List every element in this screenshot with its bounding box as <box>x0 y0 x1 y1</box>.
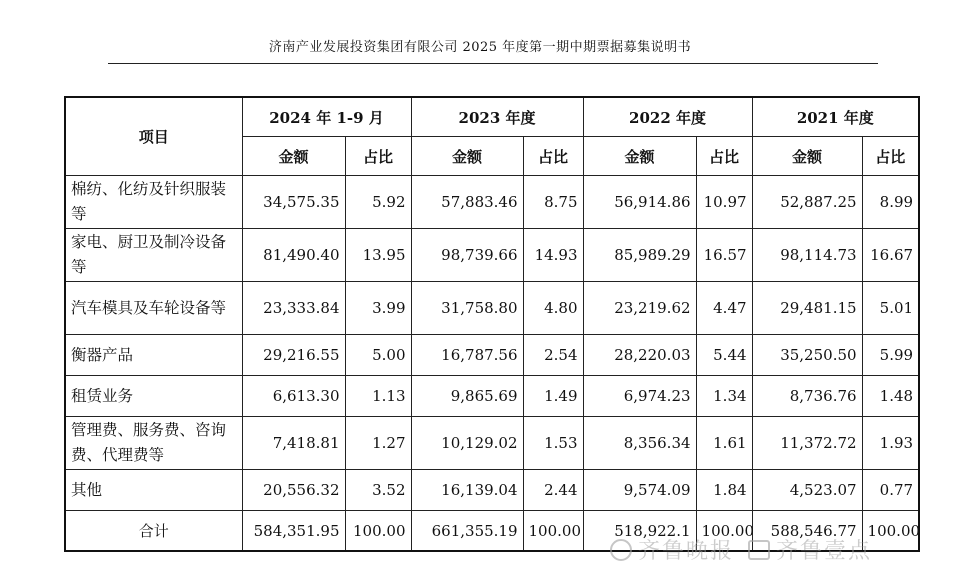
table-row <box>65 229 919 282</box>
ratio-cell: 1.84 <box>696 470 752 511</box>
period-header: 2023 年度 <box>411 97 583 137</box>
amount-cell: 6,974.23 <box>583 376 696 417</box>
amount-cell: 31,758.80 <box>411 282 523 335</box>
ratio-cell: 2.44 <box>523 470 583 511</box>
total-amount-cell: 661,355.19 <box>411 511 523 552</box>
amount-header: 金额 <box>752 137 862 176</box>
amount-cell: 29,216.55 <box>242 335 345 376</box>
amount-cell: 34,575.35 <box>242 176 345 229</box>
row-category: 其他 <box>65 470 242 511</box>
amount-cell: 98,739.66 <box>411 229 523 282</box>
amount-cell: 52,887.25 <box>752 176 862 229</box>
ratio-header: 占比 <box>523 137 583 176</box>
ratio-header: 占比 <box>696 137 752 176</box>
ratio-cell: 0.77 <box>862 470 919 511</box>
ratio-cell: 5.44 <box>696 335 752 376</box>
ratio-cell: 13.95 <box>345 229 411 282</box>
ratio-cell: 1.49 <box>523 376 583 417</box>
total-ratio-cell: 100.00 <box>345 511 411 552</box>
ratio-cell: 2.54 <box>523 335 583 376</box>
watermark-text-2: 齐鲁壹点 <box>776 539 873 564</box>
amount-cell: 28,220.03 <box>583 335 696 376</box>
amount-cell: 6,613.30 <box>242 376 345 417</box>
amount-cell: 10,129.02 <box>411 417 523 470</box>
amount-header: 金额 <box>242 137 345 176</box>
watermark <box>610 534 872 565</box>
ratio-cell: 3.99 <box>345 282 411 335</box>
total-amount-cell: 584,351.95 <box>242 511 345 552</box>
amount-cell: 85,989.29 <box>583 229 696 282</box>
ratio-cell: 4.80 <box>523 282 583 335</box>
row-category: 租赁业务 <box>65 376 242 417</box>
amount-cell: 57,883.46 <box>411 176 523 229</box>
period-header: 2022 年度 <box>583 97 752 137</box>
table-row <box>65 417 919 470</box>
amount-cell: 11,372.72 <box>752 417 862 470</box>
table-row <box>65 282 919 335</box>
amount-cell: 9,865.69 <box>411 376 523 417</box>
amount-cell: 56,914.86 <box>583 176 696 229</box>
ratio-cell: 1.93 <box>862 417 919 470</box>
ratio-header: 占比 <box>345 137 411 176</box>
amount-cell: 7,418.81 <box>242 417 345 470</box>
row-category: 家电、厨卫及制冷设备等 <box>65 229 242 282</box>
table-row <box>65 376 919 417</box>
watermark-text-1: 齐鲁晚报 <box>638 539 735 564</box>
ratio-cell: 16.57 <box>696 229 752 282</box>
ratio-cell: 4.47 <box>696 282 752 335</box>
amount-cell: 8,356.34 <box>583 417 696 470</box>
total-amount-cell: 518,922.1 <box>583 511 696 552</box>
revenue-table <box>64 96 920 552</box>
total-amount-cell: 588,546.77 <box>752 511 862 552</box>
ratio-cell: 1.48 <box>862 376 919 417</box>
row-category: 管理费、服务费、咨询费、代理费等 <box>65 417 242 470</box>
ratio-cell: 1.61 <box>696 417 752 470</box>
ratio-cell: 1.13 <box>345 376 411 417</box>
ratio-cell: 8.75 <box>523 176 583 229</box>
ratio-cell: 5.00 <box>345 335 411 376</box>
amount-cell: 20,556.32 <box>242 470 345 511</box>
item-header: 项目 <box>65 97 242 176</box>
document-header: 济南产业发展投资集团有限公司 2025 年度第一期中期票据募集说明书 <box>268 40 692 55</box>
row-category: 衡器产品 <box>65 335 242 376</box>
total-label: 合计 <box>65 511 242 552</box>
watermark-app-icon <box>748 540 770 560</box>
ratio-cell: 5.92 <box>345 176 411 229</box>
row-category: 汽车模具及车轮设备等 <box>65 282 242 335</box>
period-header: 2024 年 1-9 月 <box>242 97 411 137</box>
table-row <box>65 470 919 511</box>
table-row <box>65 176 919 229</box>
amount-cell: 8,736.76 <box>752 376 862 417</box>
amount-cell: 23,219.62 <box>583 282 696 335</box>
watermark-logo-icon <box>610 539 632 561</box>
amount-cell: 16,139.04 <box>411 470 523 511</box>
ratio-cell: 3.52 <box>345 470 411 511</box>
ratio-cell: 1.53 <box>523 417 583 470</box>
ratio-cell: 10.97 <box>696 176 752 229</box>
ratio-cell: 8.99 <box>862 176 919 229</box>
period-header: 2021 年度 <box>752 97 919 137</box>
table-body <box>65 176 919 511</box>
table-row <box>65 335 919 376</box>
ratio-cell: 5.99 <box>862 335 919 376</box>
header-row-periods <box>65 97 919 137</box>
total-ratio-cell: 100.00 <box>523 511 583 552</box>
amount-cell: 29,481.15 <box>752 282 862 335</box>
ratio-cell: 14.93 <box>523 229 583 282</box>
amount-cell: 9,574.09 <box>583 470 696 511</box>
ratio-cell: 5.01 <box>862 282 919 335</box>
total-ratio-cell: 100.00 <box>862 511 919 552</box>
total-ratio-cell: 100.00 <box>696 511 752 552</box>
row-category: 棉纺、化纺及针织服装等 <box>65 176 242 229</box>
amount-cell: 98,114.73 <box>752 229 862 282</box>
ratio-cell: 16.67 <box>862 229 919 282</box>
ratio-cell: 1.34 <box>696 376 752 417</box>
amount-cell: 81,490.40 <box>242 229 345 282</box>
header-rule <box>108 63 878 64</box>
amount-cell: 35,250.50 <box>752 335 862 376</box>
ratio-header: 占比 <box>862 137 919 176</box>
amount-header: 金额 <box>411 137 523 176</box>
ratio-cell: 1.27 <box>345 417 411 470</box>
amount-cell: 4,523.07 <box>752 470 862 511</box>
amount-cell: 23,333.84 <box>242 282 345 335</box>
amount-header: 金额 <box>583 137 696 176</box>
amount-cell: 16,787.56 <box>411 335 523 376</box>
